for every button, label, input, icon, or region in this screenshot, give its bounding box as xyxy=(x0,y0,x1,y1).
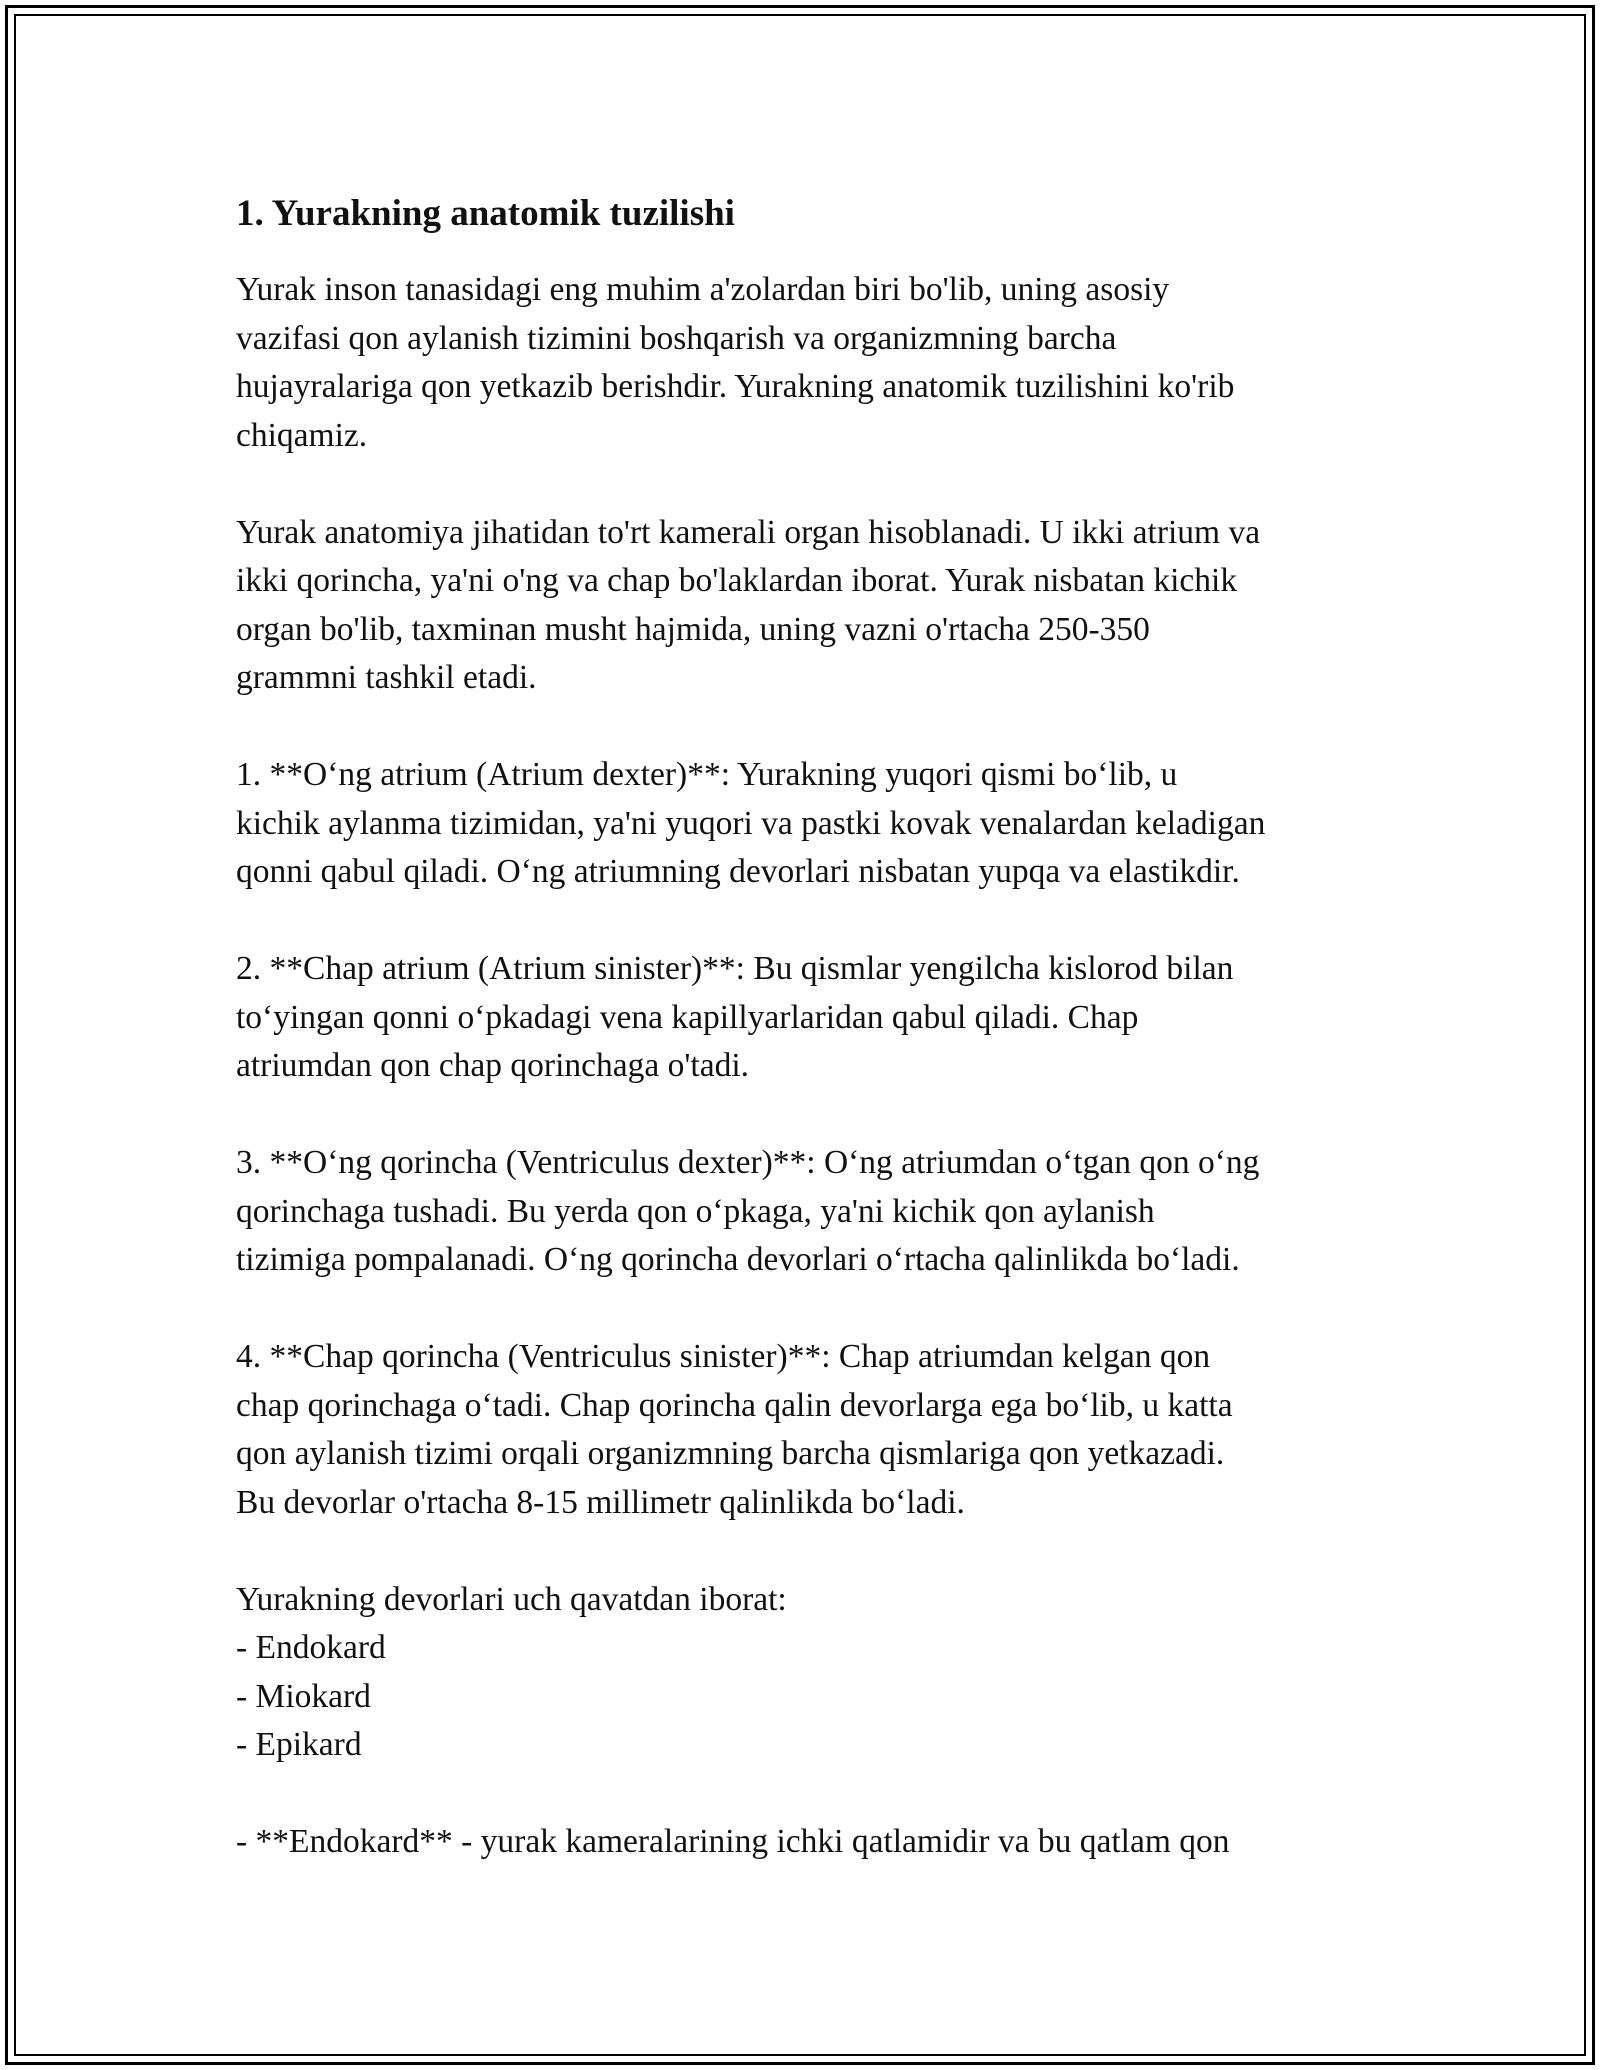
text-line: 1. **O‘ng atrium (Atrium dexter)**: Yurakning yuqori qismi bo‘lib, u xyxy=(236,756,1178,793)
list-item: - Endokard xyxy=(236,1629,386,1666)
paragraph-left-ventricle xyxy=(236,1333,1386,1527)
document-body xyxy=(236,186,1386,1915)
text-line: chiqamiz. xyxy=(236,416,368,454)
paragraph-left-atrium xyxy=(236,945,1386,1091)
text-line: vazifasi qon aylanish tizimini boshqarish va organizmning barcha xyxy=(236,319,1117,357)
text-line: - **Endokard** - yurak kameralarining ichki qatlamidir va bu qatlam qon xyxy=(236,1823,1230,1860)
text-line: tizimiga pompalanadi. O‘ng qorincha devorlari o‘rtacha qalinlikda bo‘ladi. xyxy=(236,1241,1240,1278)
text-line: 2. **Chap atrium (Atrium sinister)**: Bu qismlar yengilcha kislorod bilan xyxy=(236,950,1234,987)
text-line: Yurak anatomiya jihatidan to'rt kamerali organ hisoblanadi. U ikki atrium va xyxy=(236,513,1261,551)
text-line: ikki qorincha, ya'ni o'ng va chap bo'laklardan iborat. Yurak nisbatan kichik xyxy=(236,562,1238,599)
text-line: qorinchaga tushadi. Bu yerda qon o‘pkaga, ya'ni kichik qon aylanish xyxy=(236,1192,1155,1230)
text-line: grammni tashkil etadi. xyxy=(236,659,537,696)
text-line: kichik aylanma tizimidan, ya'ni yuqori va pastki kovak venalardan keladigan xyxy=(236,804,1266,842)
text-line: 3. **O‘ng qorincha (Ventriculus dexter)**: O‘ng atriumdan o‘tgan qon o‘ng xyxy=(236,1144,1260,1181)
text-line: hujayralariga qon yetkazib berishdir. Yurakning anatomik tuzilishini ko'rib xyxy=(236,368,1235,405)
text-line: Bu devorlar o'rtacha 8-15 millimetr qalinlikda bo‘ladi. xyxy=(236,1483,965,1521)
text-line: qon aylanish tizimi orqali organizmning barcha qismlariga qon yetkazadi. xyxy=(236,1435,1225,1472)
paragraph-wall-layers xyxy=(236,1576,1386,1770)
list-item: - Miokard xyxy=(236,1677,371,1715)
list-item: - Epikard xyxy=(236,1726,362,1763)
text-line: 4. **Chap qorincha (Ventriculus sinister)**: Chap atriumdan kelgan qon xyxy=(236,1338,1211,1375)
paragraph-right-atrium xyxy=(236,751,1386,897)
text-line: Yurakning devorlari uch qavatdan iborat: xyxy=(236,1580,787,1618)
text-line: Yurak inson tanasidagi eng muhim a'zolardan biri bo'lib, uning asosiy xyxy=(236,271,1170,308)
paragraph-endocard xyxy=(236,1818,1386,1867)
section-heading: 1. Yurakning anatomik tuzilishi xyxy=(236,193,735,234)
text-line: organ bo'lib, taxminan musht hajmida, uning vazni o'rtacha 250-350 xyxy=(236,610,1150,648)
paragraph-right-ventricle xyxy=(236,1139,1386,1285)
text-line: atriumdan qon chap qorinchaga o'tadi. xyxy=(236,1047,750,1084)
text-line: chap qorinchaga o‘tadi. Chap qorincha qalin devorlarga ega bo‘lib, u katta xyxy=(236,1386,1233,1424)
paragraph-intro xyxy=(236,266,1386,460)
text-line: qonni qabul qiladi. O‘ng atriumning devorlari nisbatan yupqa va elastikdir. xyxy=(236,853,1240,890)
paragraph-chambers xyxy=(236,509,1386,703)
text-line: to‘yingan qonni o‘pkadagi vena kapillyarlaridan qabul qiladi. Chap xyxy=(236,998,1139,1036)
